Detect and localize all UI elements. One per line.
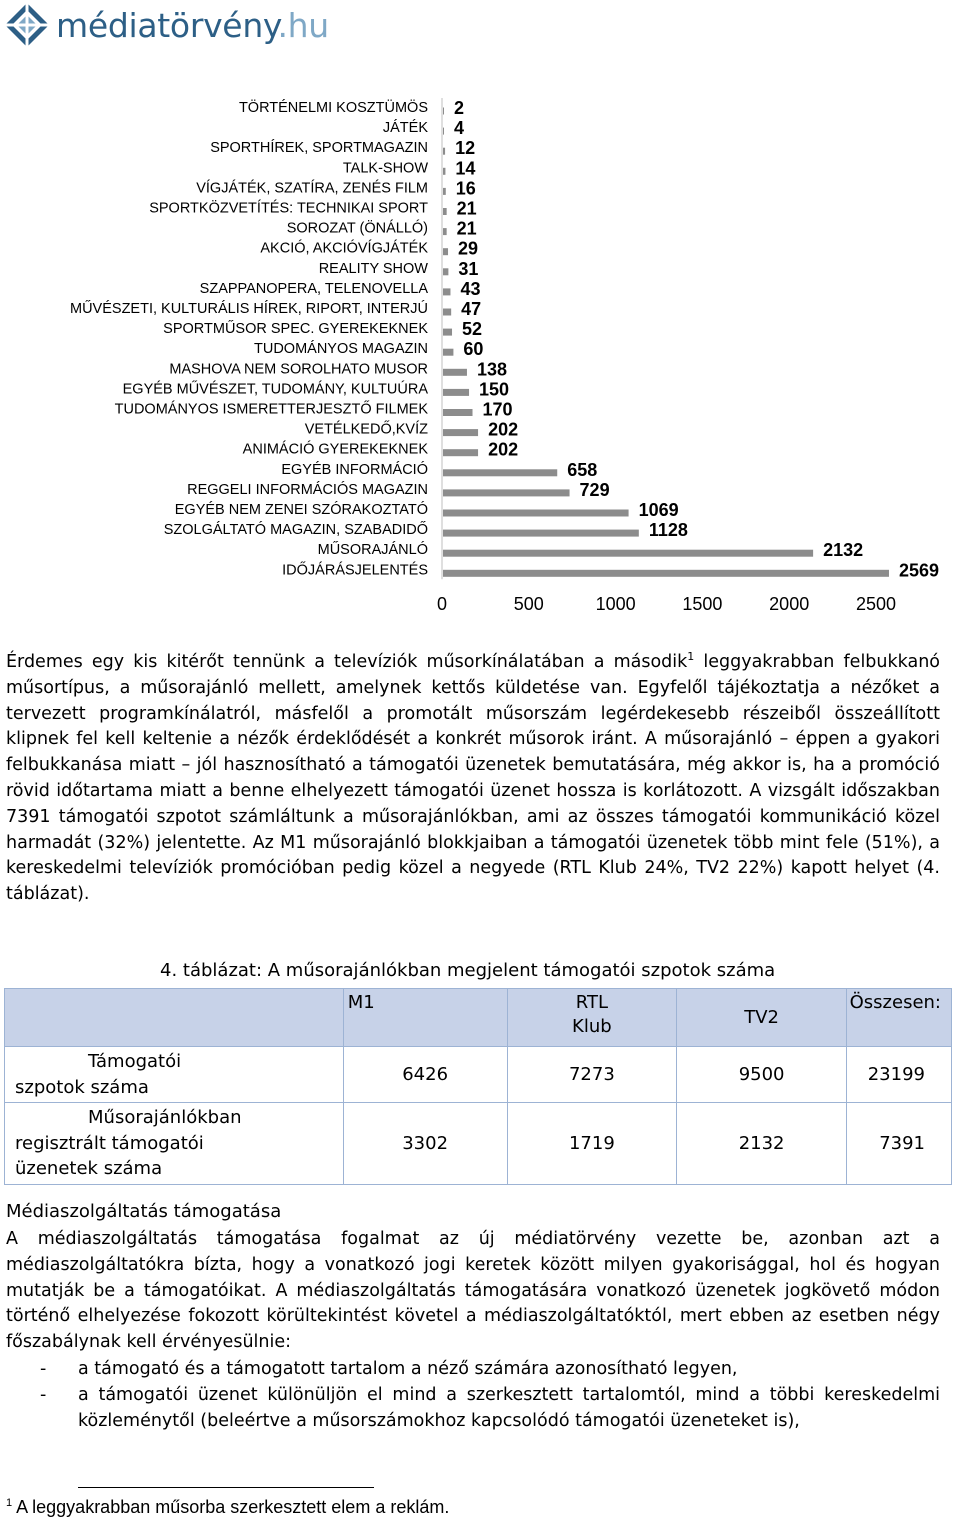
data-label: 52 (462, 319, 483, 340)
data-label: 729 (579, 479, 610, 500)
data-label: 138 (476, 359, 508, 380)
para1-text: Érdemes egy kis kitérőt tennünk a televíziók műsorkínálatában a második (6, 652, 688, 672)
data-label: 2 (454, 98, 465, 118)
header-total (846, 989, 951, 1047)
x-tick-label: 0 (436, 594, 448, 614)
table-header-row (5, 989, 952, 1047)
table-caption: 4. táblázat: A műsorajánlókban megjelent támogatói szpotok száma (160, 960, 776, 981)
program-type-bar-chart (0, 90, 960, 620)
table-row (5, 1047, 952, 1103)
category-label: SPORTMŰSOR SPEC. GYEREKEKNEK (163, 321, 428, 338)
footnote-mark: 1 (6, 1497, 13, 1509)
category-label: SZOLGÁLTATÓ MAGAZIN, SZABADIDŐ (163, 522, 428, 539)
data-label: 2569 (898, 560, 940, 581)
para1-rest: leggyakrabban felbukkanó műsortípus, a műsorajánló mellett, amelynek kettős küldetése van. Egyfelől tájékoztatja a nézőket a tervezett programkínálatról, másfelől a promotált műsorszám legérdekesebb részeiből összeállított klipnek fel kell keltenie a nézők érdeklődését a konkrét műsorok iránt. A műsorajánló – éppen a gyakori felbukkanása miatt – jól hasznosítható a támogatói üzenetek bemutatására, még akkor is, ha a promóció rövid időtartama miatt a benne elhelyezett támogatói üzenet hossza is korlátozott. A vizsgált időszakban 7391 támogatói szpotot számláltunk a műsorajánlókban, ami az összes támogatói kommunikáció közel harmadát (32%) jelentette. Az M1 műsorajánló blokkjaiban a támogatói üzenetek több mint fele (51%), a kereskedelmi televíziók promócióban pedig közel a negyede (RTL Klub 24%, TV2 22%) kapott helyet ( (6, 652, 940, 879)
list-item-text: a támogató és a támogatott tartalom a néző számára azonosítható legyen, (78, 1359, 738, 1379)
cell-m1: 3302 (343, 1103, 507, 1185)
list-item (6, 1383, 940, 1435)
data-label: 202 (488, 419, 519, 440)
row-label-line: Támogatói (88, 1051, 182, 1072)
category-label: VÍGJÁTÉK, SZATÍRA, ZENÉS FILM (196, 180, 428, 197)
section-heading: Médiaszolgáltatás támogatása (6, 1201, 282, 1222)
category-label: MŰVÉSZETI, KULTURÁLIS HÍREK, RIPORT, INTERJÚ (70, 301, 428, 317)
bar (443, 409, 473, 416)
bar (443, 489, 570, 496)
bar (443, 268, 448, 275)
category-label: IDŐJÁRÁSJELENTÉS (282, 562, 428, 579)
bar (443, 349, 453, 356)
bar (443, 570, 889, 577)
list-dash: - (40, 1384, 47, 1405)
row-label-line: regisztrált támogatói (15, 1132, 204, 1154)
category-label: EGYÉB MŰVÉSZET, TUDOMÁNY, KULTUÚRA (122, 381, 428, 398)
list-item (6, 1357, 940, 1383)
category-label: ANIMÁCIÓ GYEREKEKNEK (242, 441, 428, 458)
rules-list (6, 1357, 940, 1434)
data-label: 16 (455, 178, 476, 199)
footnote-ref[interactable]: 1 (687, 650, 695, 663)
category-label: EGYÉB INFORMÁCIÓ (281, 461, 428, 478)
bar (443, 309, 451, 316)
bar (443, 449, 478, 456)
logo-wordmark (56, 6, 329, 45)
row-label (5, 1103, 344, 1185)
category-label: EGYÉB NEM ZENEI SZÓRAKOZTATÓ (174, 502, 428, 518)
spots-table (4, 988, 952, 1185)
x-tick-label: 2000 (769, 594, 810, 614)
row-label-line: Műsorajánlókban (88, 1107, 242, 1128)
category-label: MASHOVA NEM SOROLHATO MUSOR (169, 361, 428, 378)
x-tick-label: 500 (513, 594, 544, 614)
section-paragraph: A médiaszolgáltatás támogatása fogalmat az új médiatörvény vezette be, azonban azt a médiaszolgáltatókra bízta, hogy a vonatkozó jogi keretek között milyen gyakorisággal, hol és hogyan mutatják be a támogatóikat. A médiaszolgáltatás támogatására vonatkozó üzenetek jogkövető módon történő elhelyezése fokozott körültekintést követel a médiaszolgáltatóktól, mert ebben az esetben négy főszabálynak kell érvényesülnie: (6, 1229, 940, 1353)
logo-name: médiatörvény (56, 5, 278, 45)
x-tick-label: 1000 (595, 594, 636, 614)
category-label: TÖRTÉNELMI KOSZTÜMÖS (238, 100, 428, 116)
data-label: 60 (463, 339, 484, 360)
header-rtl-line2: Klub (572, 1016, 612, 1037)
data-label: 31 (458, 258, 479, 279)
data-label: 14 (455, 158, 476, 179)
category-label: SOROZAT (ÖNÁLLÓ) (286, 220, 428, 237)
data-label: 150 (479, 379, 510, 400)
bar (443, 208, 447, 215)
data-label: 2132 (823, 540, 864, 561)
data-label: 21 (456, 198, 477, 219)
row-label-line: üzenetek száma (15, 1158, 163, 1179)
data-label: 4 (454, 118, 465, 139)
bar (443, 429, 478, 436)
category-label: JÁTÉK (382, 120, 428, 137)
cell-rtl: 1719 (507, 1103, 677, 1185)
data-label: 170 (482, 399, 513, 420)
category-label: SPORTKÖZVETÍTÉS: TECHNIKAI SPORT (149, 200, 428, 217)
bar (443, 108, 444, 115)
category-label: SZAPPANOPERA, TELENOVELLA (199, 280, 428, 297)
category-label: REALITY SHOW (318, 260, 428, 277)
cell-rtl: 7273 (507, 1047, 677, 1103)
bar (443, 550, 813, 557)
category-label: SPORTHÍREK, SPORTMAGAZIN (210, 140, 428, 157)
bar (443, 389, 469, 396)
cell-m1: 6426 (343, 1047, 507, 1103)
list-dash: - (40, 1359, 47, 1379)
header-tv2 (677, 989, 847, 1047)
data-label: 29 (458, 238, 479, 259)
bar (443, 168, 445, 175)
bar (443, 329, 452, 336)
footnote (6, 1497, 449, 1518)
category-label: REGGELI INFORMÁCIÓS MAGAZIN (187, 481, 428, 498)
x-tick-label: 2500 (855, 594, 897, 614)
header-total-text: Összesen: (849, 992, 941, 1013)
cell-total: 23199 (846, 1047, 951, 1103)
header-m1 (343, 989, 507, 1047)
logo-tld: .hu (277, 5, 329, 45)
header-rtl (507, 989, 677, 1047)
bar (443, 288, 450, 295)
row-label (5, 1047, 344, 1103)
list-item-text: a támogatói üzenet különüljön el mind a szerkesztett tartalomtól, mind a többi kereskedelmi közleménytől (beleértve a műsorszámokhoz kapcsolódó támogatói üzeneteket is), (78, 1384, 940, 1431)
bar (443, 148, 445, 155)
row-label-line: szpotok száma (15, 1076, 149, 1098)
data-label: 1128 (648, 520, 688, 541)
header-m1-text: M1 (347, 992, 375, 1013)
bar (443, 188, 446, 195)
bar (443, 248, 448, 255)
table-ref: 4. táblázat (6, 858, 940, 905)
data-label: 43 (460, 278, 481, 299)
table-row (5, 1103, 952, 1185)
footnote-separator (78, 1487, 374, 1488)
header-tv2-text: TV2 (744, 1007, 779, 1028)
data-label: 1069 (638, 500, 679, 520)
cell-tv2: 2132 (677, 1103, 847, 1185)
para1-end: ). (77, 884, 90, 905)
data-label: 658 (567, 459, 598, 480)
data-label: 21 (456, 218, 477, 239)
category-label: TALK-SHOW (342, 160, 428, 177)
category-label: TUDOMÁNYOS MAGAZIN (253, 341, 428, 358)
data-label: 12 (455, 138, 476, 159)
header-rtl-line1: RTL (575, 992, 608, 1013)
x-tick-label: 1500 (682, 594, 723, 614)
cell-total: 7391 (846, 1103, 951, 1185)
bar (443, 530, 639, 537)
diamond-logo-icon (4, 2, 50, 48)
bar (443, 369, 467, 376)
bar (443, 510, 629, 517)
header-empty (5, 989, 344, 1047)
category-label: AKCIÓ, AKCIÓVÍGJÁTÉK (260, 240, 428, 257)
footnote-text: A leggyakrabban műsorba szerkesztett elem a reklám. (12, 1497, 450, 1517)
bar (443, 228, 447, 235)
data-label: 202 (488, 439, 519, 460)
category-label: MŰSORAJÁNLÓ (317, 542, 428, 559)
cell-tv2: 9500 (677, 1047, 847, 1103)
site-logo[interactable] (4, 2, 329, 48)
intro-paragraph (6, 650, 940, 908)
category-label: TUDOMÁNYOS ISMERETTERJESZTŐ FILMEK (114, 401, 428, 418)
category-label: VETÉLKEDŐ,KVÍZ (304, 421, 428, 438)
bar (443, 128, 444, 135)
data-label: 47 (461, 299, 482, 319)
bar (443, 469, 557, 476)
